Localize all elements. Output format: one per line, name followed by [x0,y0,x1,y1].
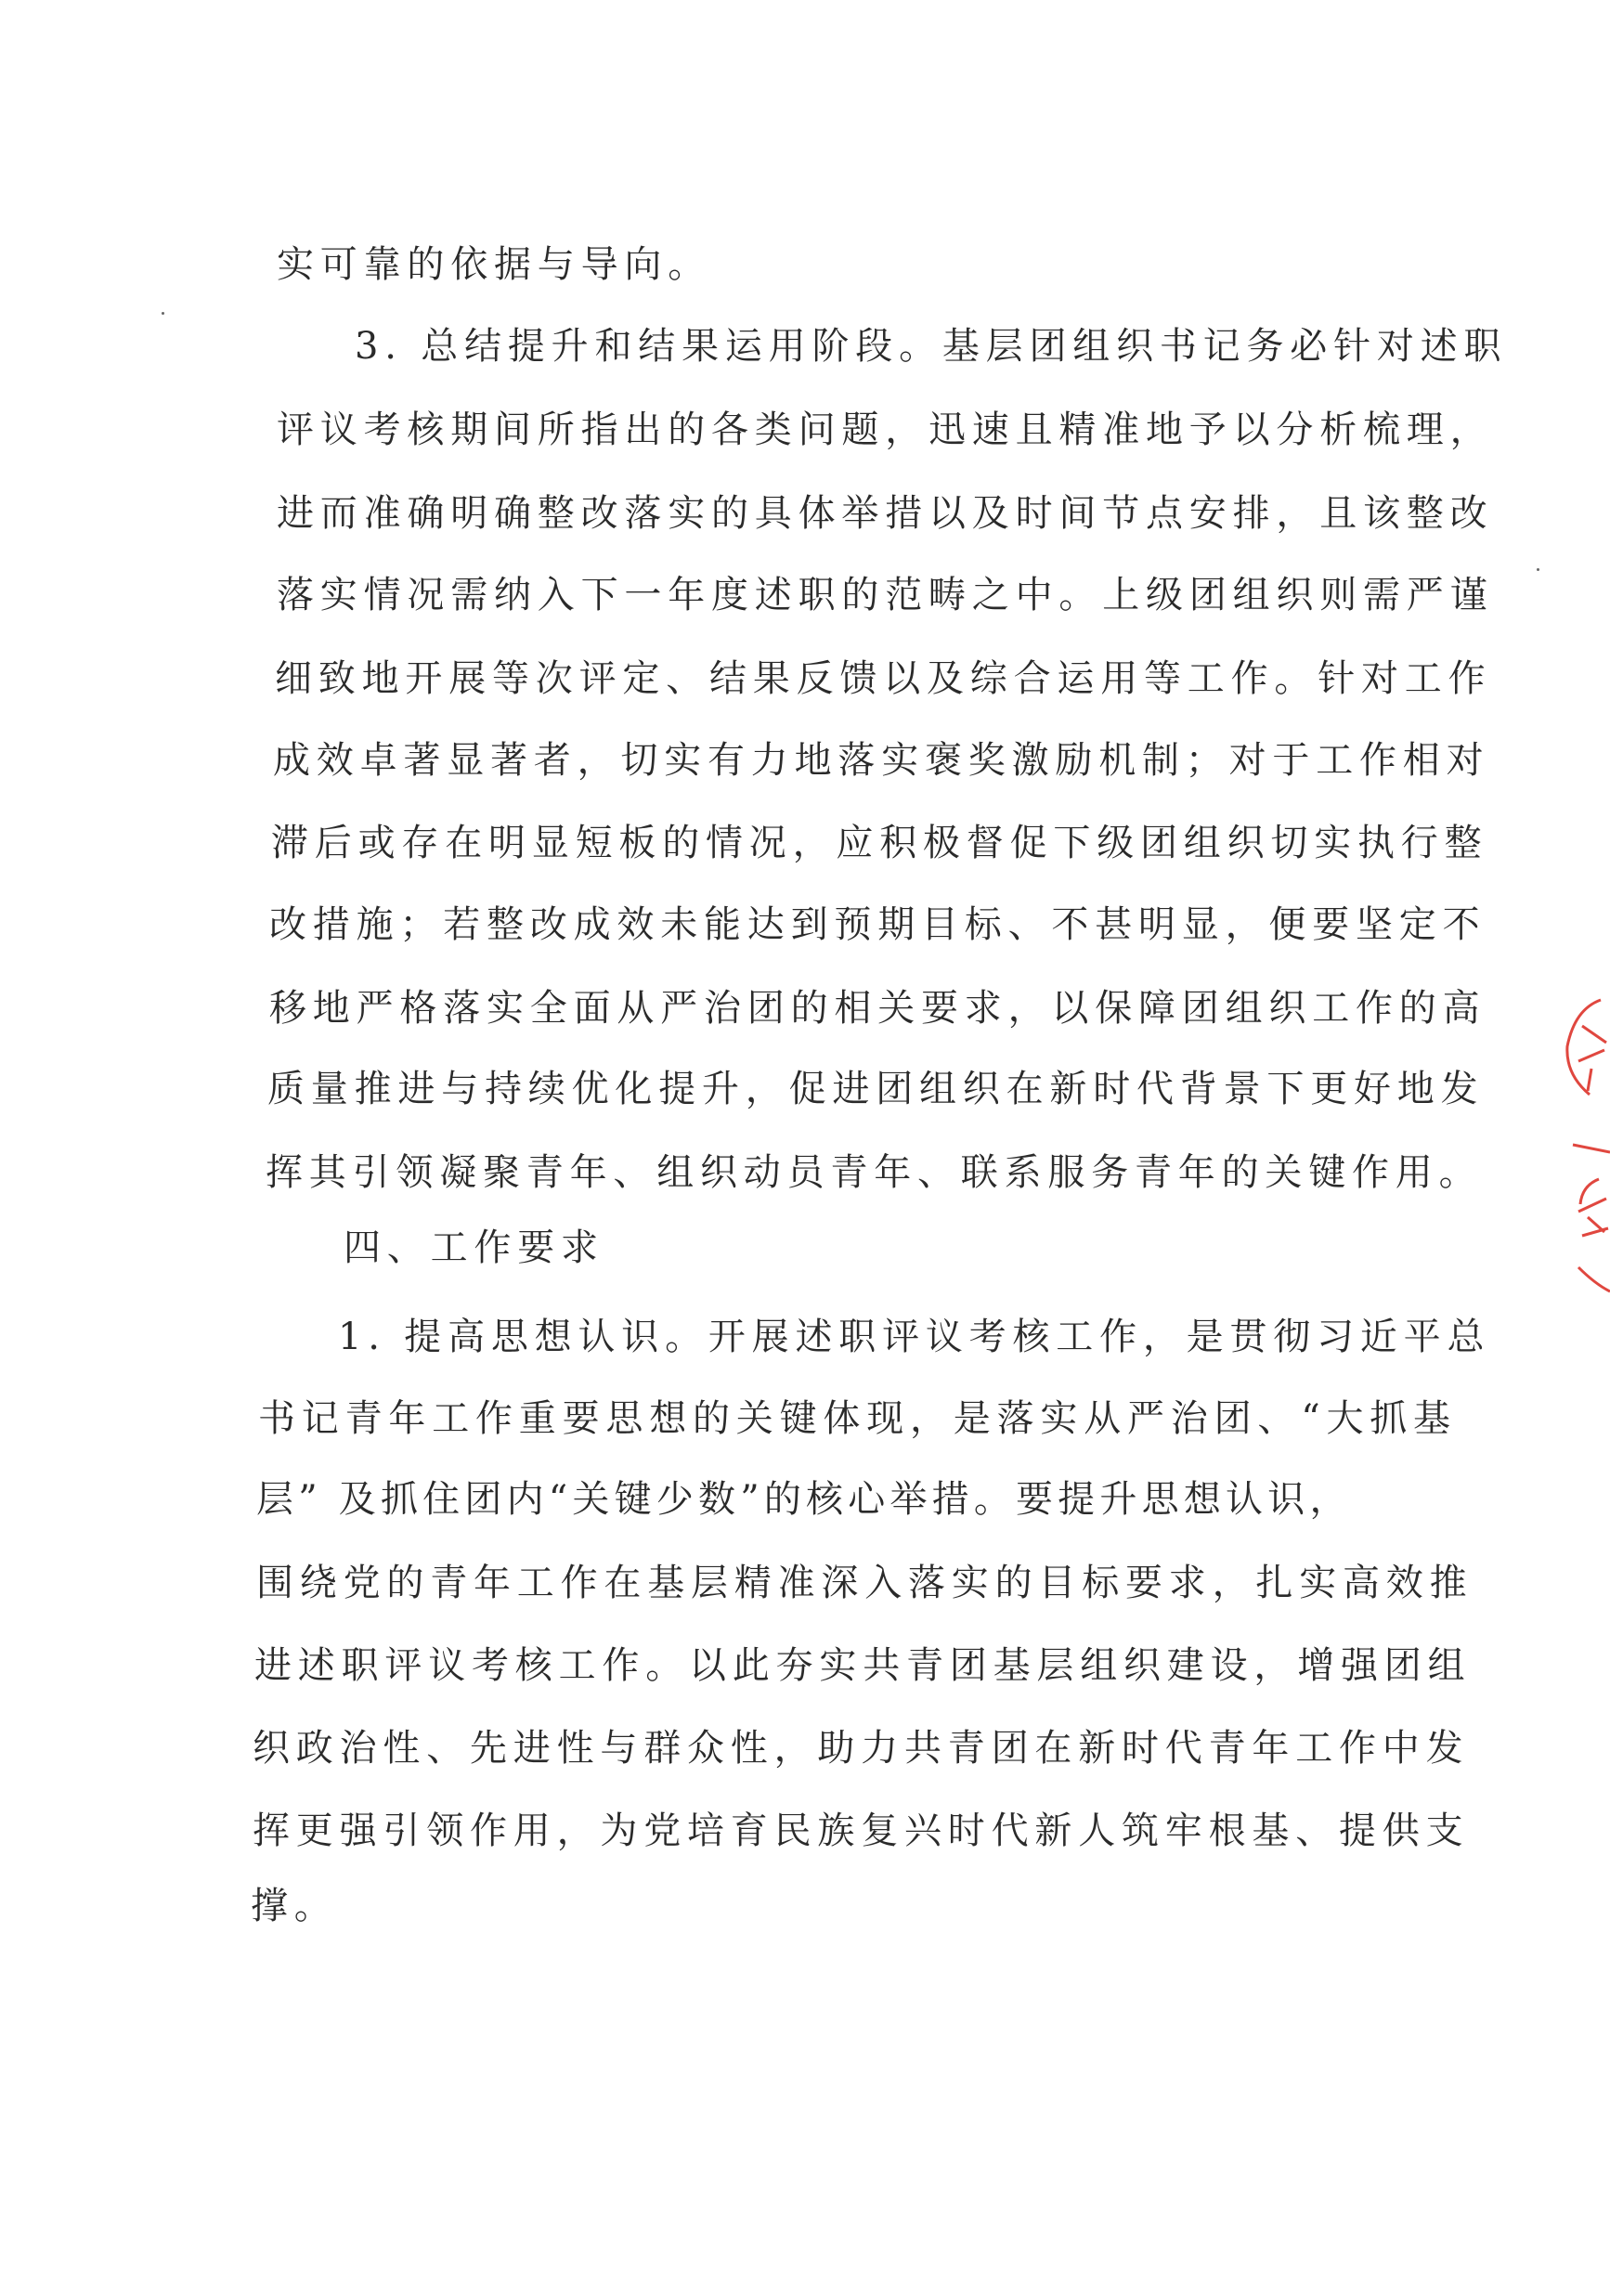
body-line: 改措施；若整改成效未能达到预期目标、不甚明显，便要坚定不 [269,903,1487,946]
body-line: 落实情况需纳入下一年度述职的范畴之中。上级团组织则需严谨 [277,574,1494,616]
body-line: 1. 提高思想认识。开展述职评议考核工作，是贯彻习近平总 [338,1316,1491,1358]
body-line: 挥更强引领作用，为党培育民族复兴时代新人筑牢根基、提供支 [253,1810,1470,1852]
scan-speck [162,312,164,315]
red-seal-stamp [1545,989,1610,1323]
body-line: 书记青年工作重要思想的关键体现，是落实从严治团、“大抓基 [258,1397,1457,1440]
body-line: 织政治性、先进性与群众性，助力共青团在新时代青年工作中发 [253,1727,1470,1770]
body-line: 滞后或存在明显短板的情况，应积极督促下级团组织切实执行整 [271,822,1488,864]
body-line: 评议考核期间所指出的各类问题，迅速且精准地予以分析梳理， [277,409,1494,451]
body-line: 层” 及抓住团内“关键少数”的核心举措。要提升思想认识， [256,1478,1352,1521]
seal-fragment-icon [1545,989,1610,1323]
body-line: 移地严格落实全面从严治团的相关要求，以保障团组织工作的高 [269,987,1487,1030]
body-line: 撑。 [251,1885,338,1927]
body-line: 实可靠的依据与导向。 [277,243,711,286]
body-line: 进而准确明确整改落实的具体举措以及时间节点安排，且该整改 [277,492,1494,535]
body-line: 挥其引领凝聚青年、组织动员青年、联系服务青年的关键作用。 [266,1151,1483,1194]
body-line: 进述职评议考核工作。以此夯实共青团基层组织建设，增强团组 [254,1644,1472,1687]
body-line: 成效卓著显著者，切实有力地落实褒奖激励机制；对于工作相对 [273,739,1490,782]
body-line: 3. 总结提升和结果运用阶段。基层团组织书记务必针对述职 [355,325,1508,368]
body-line: 围绕党的青年工作在基层精准深入落实的目标要求，扎实高效推 [256,1562,1474,1604]
section-heading: 四、工作要求 [344,1226,604,1269]
scan-speck [1537,568,1539,571]
body-line: 细致地开展等次评定、结果反馈以及综合运用等工作。针对工作 [275,657,1492,700]
body-line: 质量推进与持续优化提升，促进团组织在新时代背景下更好地发 [267,1068,1485,1110]
